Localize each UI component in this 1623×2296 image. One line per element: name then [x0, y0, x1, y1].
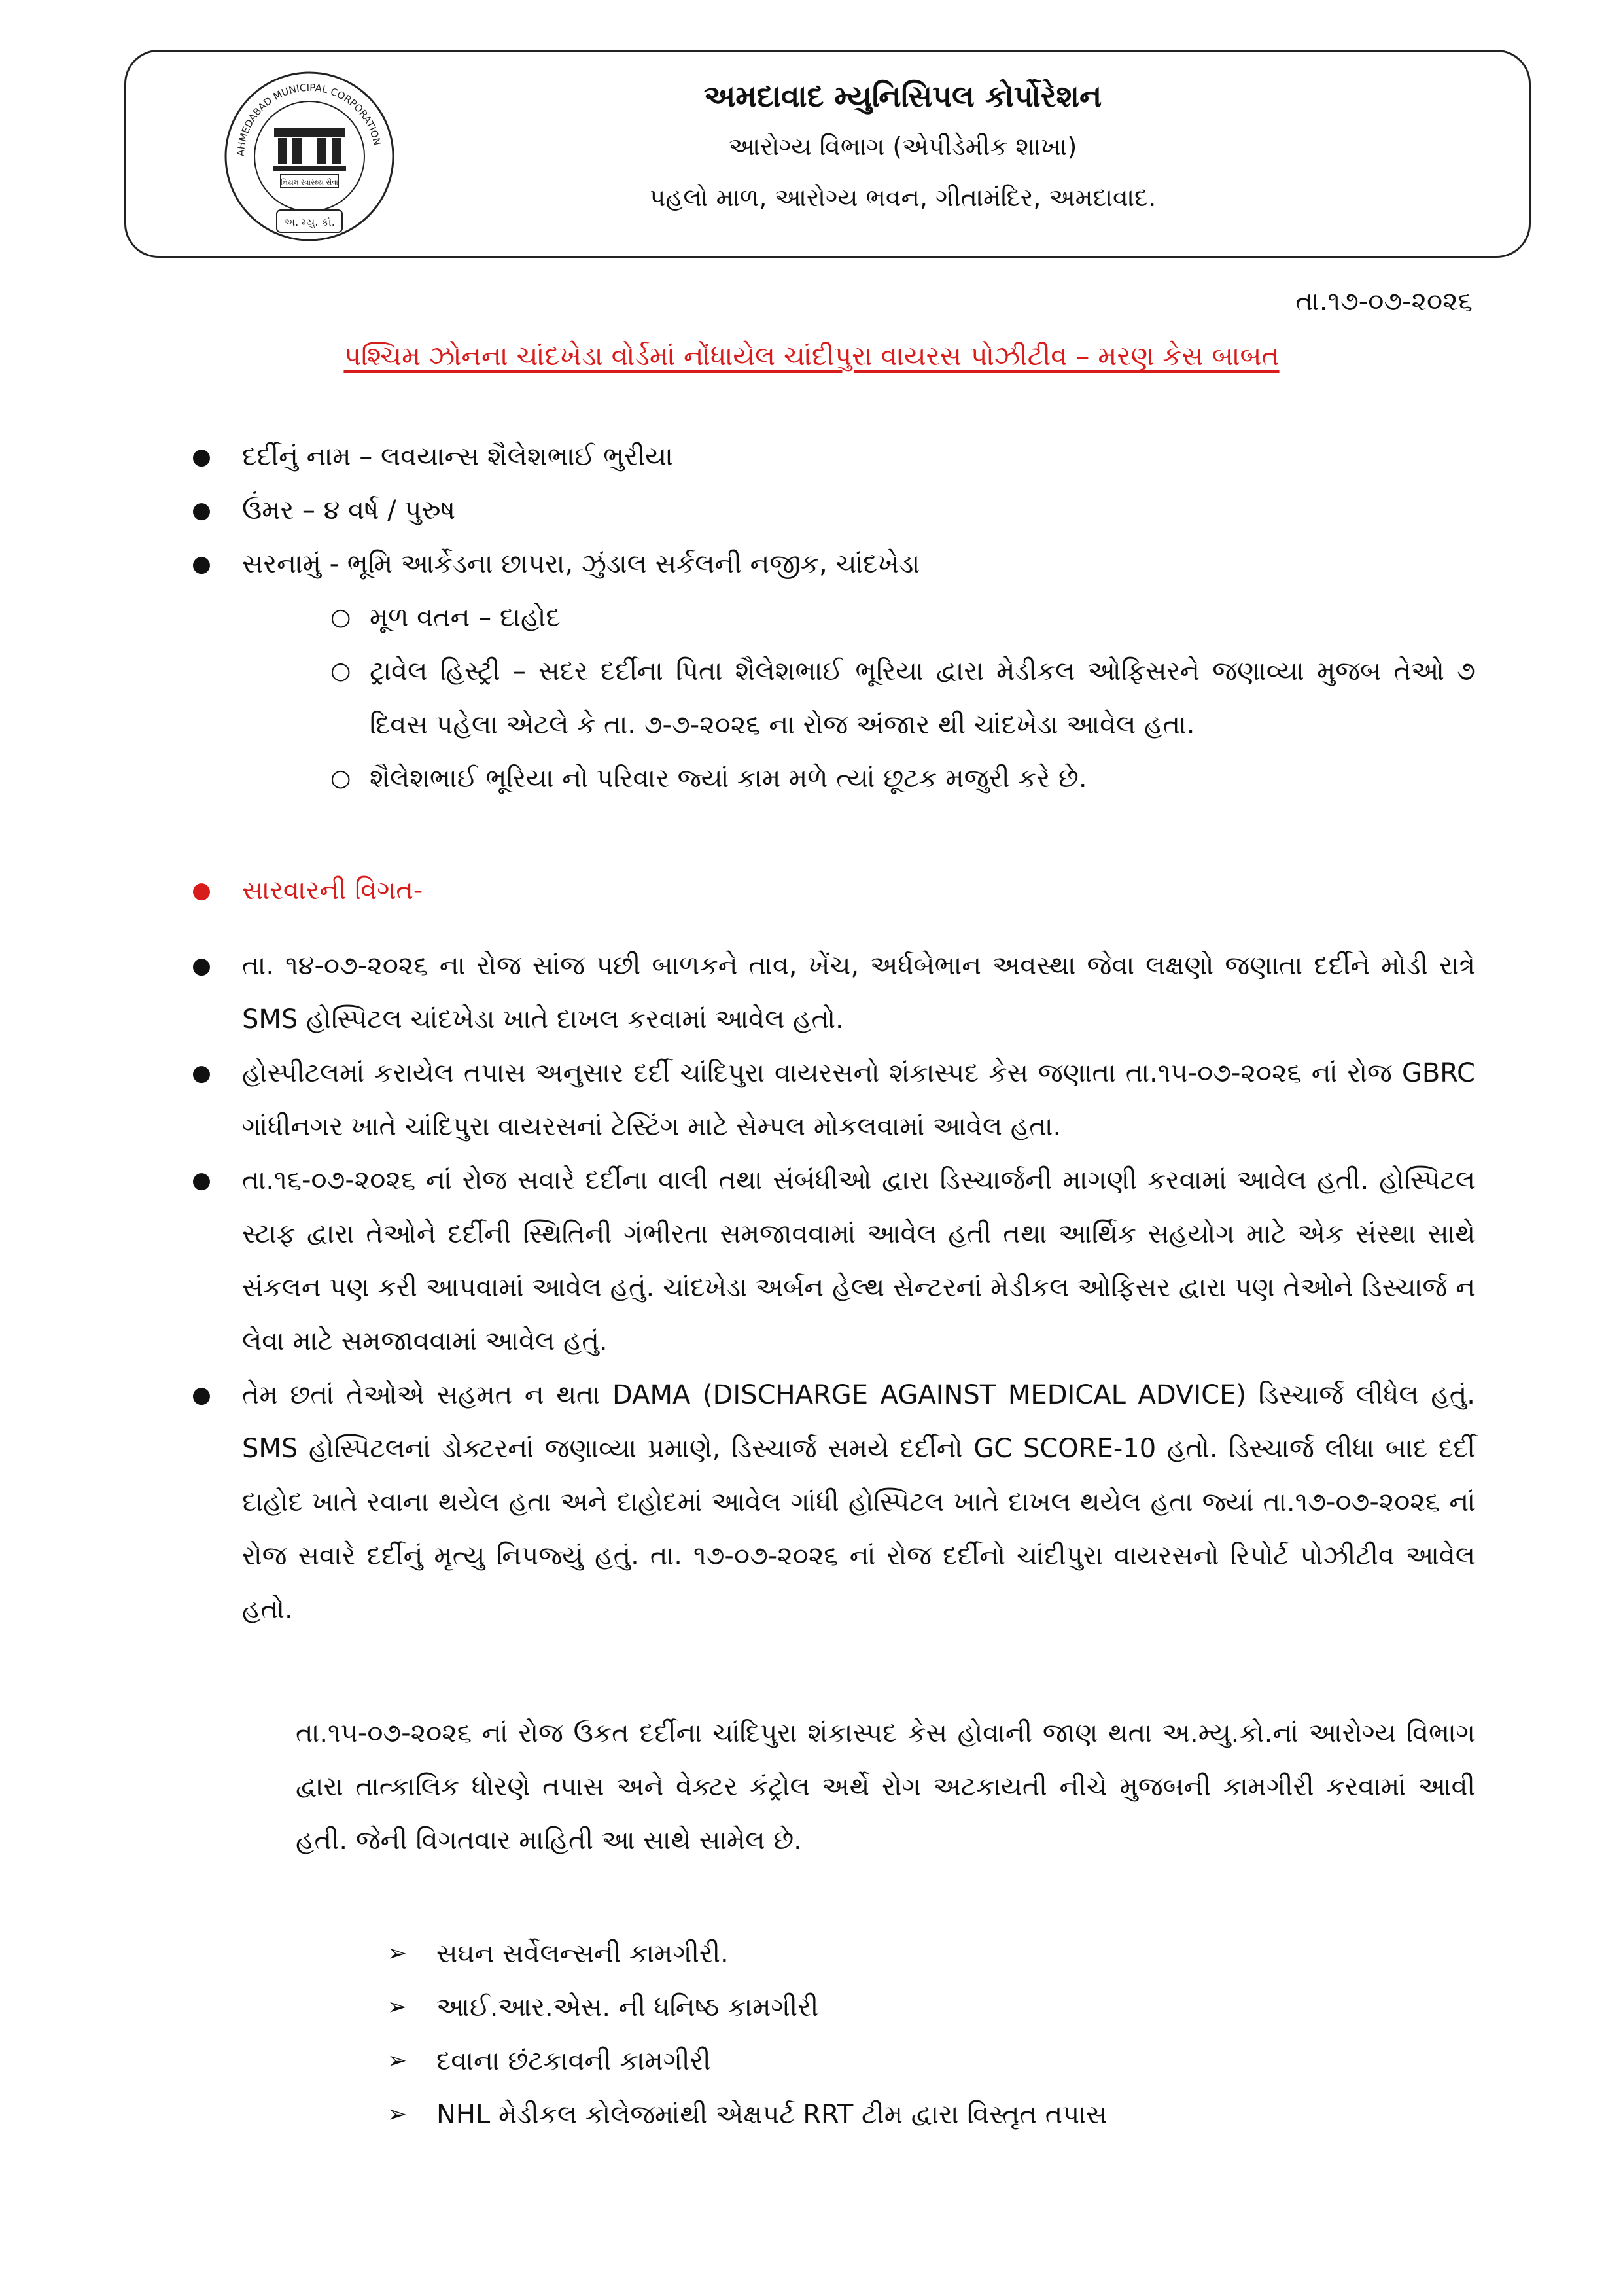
treatment-details: [192, 939, 1475, 1636]
letter-date: તા.૧૭-૦૭-૨૦૨૬: [1295, 287, 1473, 317]
arrow-bullet-icon: ➢: [387, 2101, 408, 2128]
svg-text:AHMEDABAD MUNICIPAL CORPORATIO: AHMEDABAD MUNICIPAL CORPORATION: [234, 81, 383, 157]
arrow-bullet-icon: ➢: [387, 1994, 408, 2021]
bullet-icon: ●: [192, 877, 211, 904]
arrow-bullet-icon: ➢: [387, 2047, 408, 2074]
arrow-bullet-icon: ➢: [387, 1940, 408, 1967]
circle-bullet-icon: ○: [330, 765, 351, 792]
list-item-patient-name: ● દર્દીનું નામ – લવયાન્સ શૈલેશભાઈ ભુરીયા: [242, 430, 1475, 484]
action-paragraph: તા.૧૫-૦૭-૨૦૨૬ નાં રોજ ઉકત દર્દીના ચાંદિપુરા શંકાસ્પદ કેસ હોવાની જાણ થતા અ.મ્યુ.કો.નાં આરોગ્ય વિભાગ દ્વારા તાત્કાલિક ધોરણે તપાસ અને વેક્ટર કંટ્રોલ અર્થે રોગ અટકાયતી નીચે મુજબની કામગીરી કરવામાં આવી હતી. જેની વિગતવાર માહિતી આ સાથે સામેલ છે.: [296, 1718, 1475, 1856]
sub-item-travel-history: ○ ટ્રાવેલ હિસ્ટ્રી – સદર દર્દીના પિતા શૈલેશભાઈ ભૂરિયા દ્વારા મેડીકલ ઓફિસરને જણાવ્યા મુજબ તેઓ ૭ દિવસ પહેલા એટલે કે તા. ૭-૭-૨૦૨૬ ના રોજ અંજાર થી ચાંદખેડા આવેલ હતા.: [370, 645, 1475, 752]
sub-item-family: ○ શૈલેશભાઈ ભૂરિયા નો પરિવાર જ્યાં કામ મળે ત્યાં છૂટક મજુરી કરે છે.: [370, 752, 1475, 805]
sub-item-native: ○ મૂળ વતન – દાહોદ: [370, 591, 1475, 645]
office-address: પહલો માળ, આરોગ્ય ભવન, ગીતામંદિર, અમદાવાદ.: [649, 183, 1157, 212]
patient-details: [192, 430, 1475, 805]
circle-bullet-icon: ○: [330, 658, 351, 684]
bullet-icon: ●: [192, 953, 211, 979]
list-item-age: ● ઉંમર – ૪ વર્ષ / પુરુષ: [242, 484, 1475, 537]
list-item-action: ➢ આઈ.આર.એસ. ની ધનિષ્ઠ કામગીરી: [436, 1981, 1475, 2034]
svg-text:નિયમ સ્વાસ્થ્ય સેવા: નિયમ સ્વાસ્થ્ય સેવા: [281, 178, 338, 186]
bullet-icon: ●: [192, 444, 211, 470]
list-item-action: ➢ દવાના છંટકાવની કામગીરી: [436, 2034, 1475, 2088]
treatment-heading: ● સારવારની વિગત-: [242, 864, 1475, 917]
bullet-icon: ●: [192, 497, 211, 523]
bullet-icon: ●: [192, 1060, 211, 1086]
bullet-icon: ●: [192, 1382, 211, 1408]
org-name: અમદાવાદ મ્યુનિસિપલ કોર્પોરેશન: [703, 79, 1102, 114]
list-item-action: ➢ NHL મેડીકલ કોલેજમાંથી એક્ષપર્ટ RRT ટીમ દ્વારા વિસ્તૃત તપાસ: [436, 2088, 1475, 2142]
list-item-treatment: ● હોસ્પીટલમાં કરાયેલ તપાસ અનુસાર દર્દી ચાંદિપુરા વાયરસનો શંકાસ્પદ કેસ જણાતા તા.૧૫-૦૭-૨૦૨૬ નાં રોજ GBRC ગાંધીનગર ખાતે ચાંદિપુરા વાયરસનાં ટેસ્ટિંગ માટે સેમ્પલ મોકલવામાં આવેલ હતા.: [242, 1046, 1475, 1154]
bullet-icon: ●: [192, 551, 211, 577]
list-item-treatment: ● તા.૧૬-૦૭-૨૦૨૬ નાં રોજ સવારે દર્દીના વાલી તથા સંબંધીઓ દ્વારા ડિસ્ચાર્જની માગણી કરવામાં આવેલ હતી. હોસ્પિટલ સ્ટાફ દ્વારા તેઓને દર્દીની સ્થિતિની ગંભીરતા સમજાવવામાં આવેલ હતી તથા આર્થિક સહયોગ માટે એક સંસ્થા સાથે સંકલન પણ કરી આપવામાં આવેલ હતું. ચાંદખેડા અર્બન હેલ્થ સેન્ટરનાં મેડીકલ ઓફિસર દ્વારા પણ તેઓને ડિસ્ચાર્જ ન લેવા માટે સમજાવવામાં આવેલ હતું.: [242, 1154, 1475, 1368]
actions-list: [242, 1927, 1475, 2142]
department-name: આરોગ્ય વિભાગ (એપીડેમીક શાખા): [728, 132, 1077, 161]
svg-text:અ. મ્યુ. કો.: અ. મ્યુ. કો.: [284, 216, 335, 228]
letterhead-box: [124, 50, 1531, 258]
list-item-address: ● સરનામું - ભૂમિ આર્કેડના છાપરા, ઝુંડાલ સર્કલની નજીક, ચાંદખેડા: [242, 537, 1475, 591]
subject-line: પશ્ચિમ ઝોનના ચાંદખેડા વોર્ડમાં નોંધાયેલ ચાંદીપુરા વાયરસ પોઝીટીવ – મરણ કેસ બાબત: [343, 340, 1280, 372]
circle-bullet-icon: ○: [330, 604, 351, 631]
list-item-treatment: ● તેમ છતાં તેઓએ સહમત ન થતા DAMA (DISCHARGE AGAINST MEDICAL ADVICE) ડિસ્ચાર્જ લીધેલ હતું. SMS હોસ્પિટલનાં ડોક્ટરનાં જણાવ્યા પ્રમાણે, ડિસ્ચાર્જ સમયે દર્દીનો GC SCORE-10 હતો. ડિસ્ચાર્જ લીધા બાદ દર્દી દાહોદ ખાતે રવાના થયેલ હતા અને દાહોદમાં આવેલ ગાંધી હોસ્પિટલ ખાતે દાખલ થયેલ હતા જ્યાં તા.૧૭-૦૭-૨૦૨૬ નાં રોજ સવારે દર્દીનું મૃત્યુ નિપજ્યું હતું. તા. ૧૭-૦૭-૨૦૨૬ નાં રોજ દર્દીનો ચાંદીપુરા વાયરસનો રિપોર્ટ પોઝીટીવ આવેલ હતો.: [242, 1368, 1475, 1636]
list-item-treatment: ● તા. ૧૪-૦૭-૨૦૨૬ ના રોજ સાંજ પછી બાળકને તાવ, ખેંચ, અર્ધબેભાન અવસ્થા જેવા લક્ષણો જણાતા દર્દીને મોડી રાત્રે SMS હોસ્પિટલ ચાંદખેડા ખાતે દાખલ કરવામાં આવેલ હતો.: [242, 939, 1475, 1046]
bullet-icon: ●: [192, 1167, 211, 1193]
list-item-action: ➢ સઘન સર્વેલન્સની કામગીરી.: [436, 1927, 1475, 1981]
